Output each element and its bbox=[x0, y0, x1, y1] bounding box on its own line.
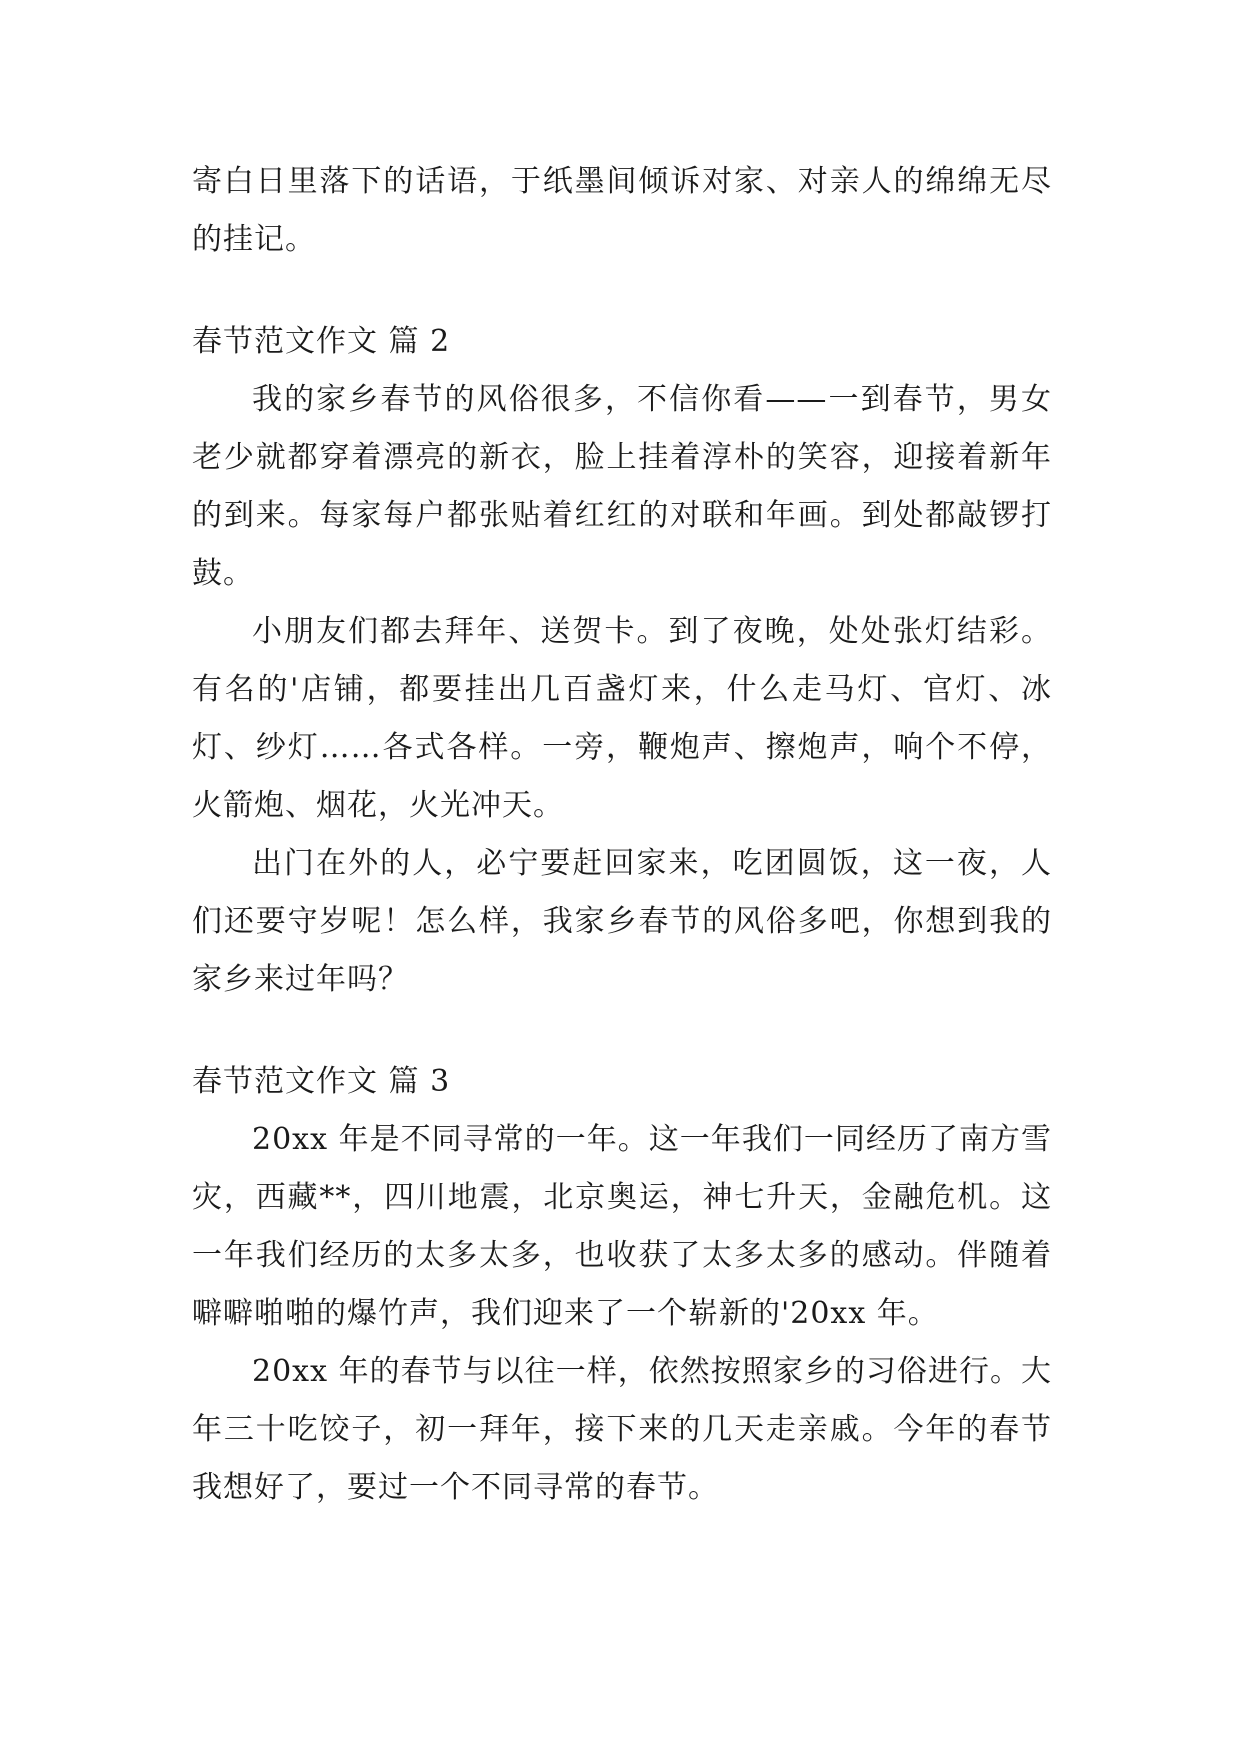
section-2-paragraph-2: 小朋友们都去拜年、送贺卡。到了夜晚，处处张灯结彩。有名的'店铺，都要挂出几百盏灯来，什么走马灯、官灯、冰灯、纱灯……各式各样。一旁，鞭炮声、擦炮声，响个不停，火箭炮、烟花，火光冲天。 bbox=[192, 614, 1052, 823]
section-heading-2: 春节范文作文 篇 2 bbox=[192, 324, 451, 359]
section-2-paragraph-3: 出门在外的人，必宁要赶回家来，吃团圆饭，这一夜，人们还要守岁呢！怎么样，我家乡春节的风俗多吧，你想到我的家乡来过年吗？ bbox=[192, 846, 1052, 997]
document-body bbox=[192, 153, 1052, 1517]
intro-tail-paragraph: 寄白日里落下的话语，于纸墨间倾诉对家、对亲人的绵绵无尽的挂记。 bbox=[192, 164, 1052, 257]
section-gap bbox=[192, 1009, 1052, 1053]
section-gap bbox=[192, 269, 1052, 313]
section-2-paragraph-1: 我的家乡春节的风俗很多，不信你看——一到春节，男女老少就都穿着漂亮的新衣，脸上挂着淳朴的笑容，迎接着新年的到来。每家每户都张贴着红红的对联和年画。到处都敲锣打鼓。 bbox=[192, 382, 1052, 591]
section-3-paragraph-2: 20xx 年的春节与以往一样，依然按照家乡的习俗进行。大年三十吃饺子，初一拜年，接下来的几天走亲戚。今年的春节我想好了，要过一个不同寻常的春节。 bbox=[192, 1354, 1052, 1505]
section-3-paragraph-1: 20xx 年是不同寻常的一年。这一年我们一同经历了南方雪灾，西藏**，四川地震，北京奥运，神七升天，金融危机。这一年我们经历的太多太多，也收获了太多太多的感动。伴随着噼噼啪啪的爆竹声，我们迎来了一个崭新的'20xx 年。 bbox=[192, 1122, 1052, 1331]
section-heading-3: 春节范文作文 篇 3 bbox=[192, 1064, 451, 1099]
